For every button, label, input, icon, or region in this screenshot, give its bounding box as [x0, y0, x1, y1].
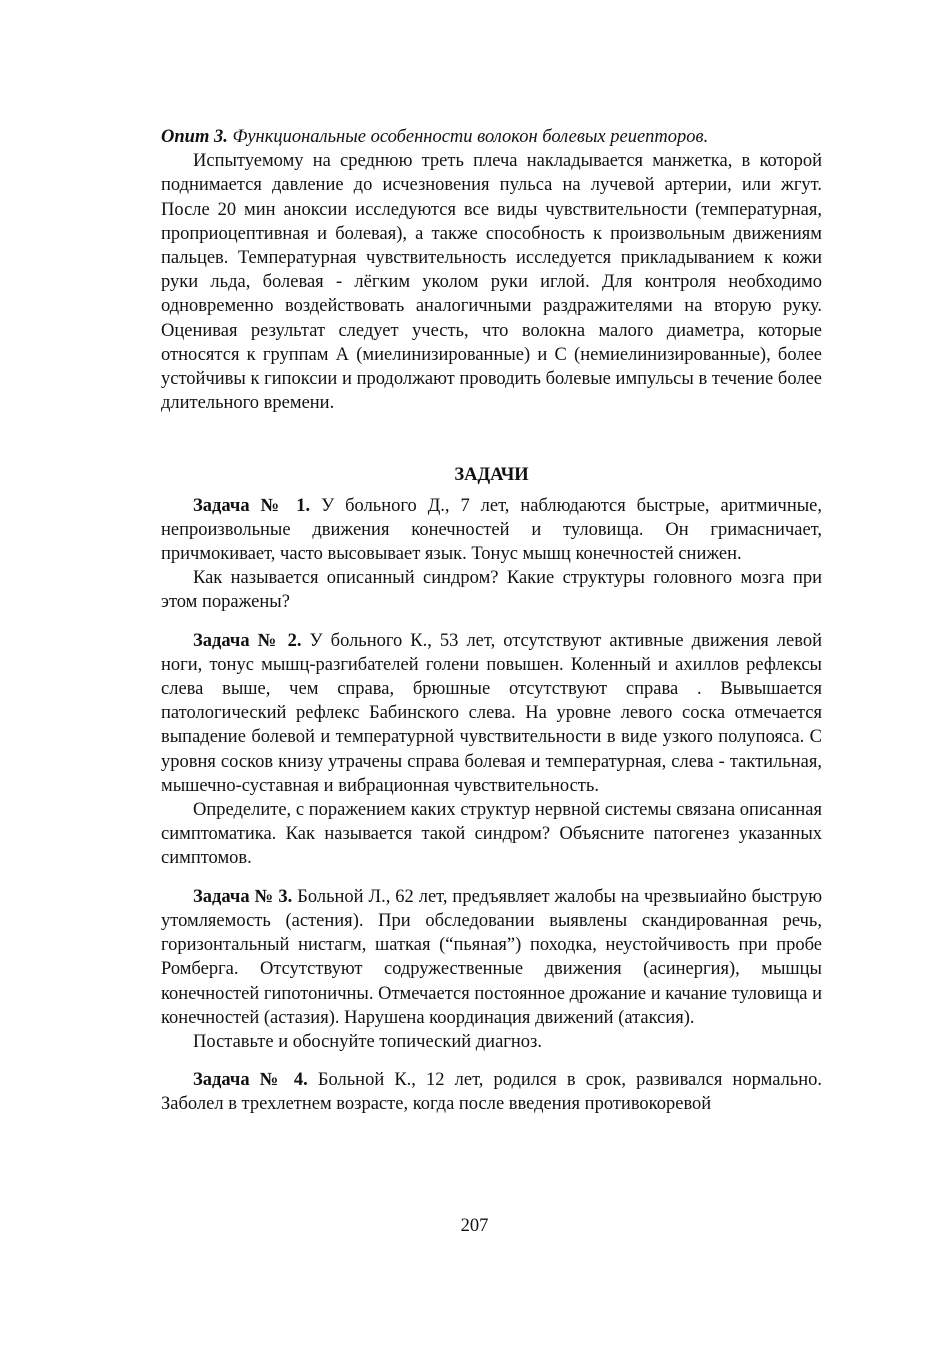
experiment-text: Испытуемому на среднюю треть плеча накладывается манжетка, в которой поднимается давление до исчезновения пульса на лучевой артерии, или жгут. После 20 мин аноксии исследуются все виды чувствительности (температурная, проприоцептивная и болевая), а также способность к произвольным движениям пальцев. Температурная чувствительность исследуется прикладыванием к кожи руки льда, болевая - лёгким уколом руки иглой. Для контроля необходимо одновременно воздействовать аналогичными раздражителями на вторую руку. Оценивая результат следует учесть, что волокна малого диаметра, которые относятся к группам А (миелинизированные) и С (немиелинизированные), более устойчивы к гипоксии и продолжают проводить болевые импульсы в течение более длительного времени. — [161, 151, 822, 414]
task-4-body: Больной К., 12 лет, родился в срок, развивался нормально. Заболел в трехлетнем возрасте, когда после введения противокоревой — [161, 1070, 823, 1115]
experiment-heading — [161, 125, 822, 149]
task-1-question: Как называется описанный синдром? Какие структуры головного мозга при этом поражены? — [161, 568, 822, 613]
page-content — [161, 125, 822, 1117]
task-4-text — [161, 1068, 822, 1116]
task-3-body: Больной Л., 62 лет, предъявляет жалобы на чрезвыиайно быструю утомляемость (астения). При обследовании выявлены скандированная речь, горизонтальный нистагм, шаткая (“пьяная”) походка, неустойчивость при пробе Ромберга. Отсутствуют содружественные движения (асинергия), мышцы конечностей гипотоничны. Отмечается постоянное дрожание и качание туловища и конечностей (астазия). Нарушена координация движений (атаксия). — [161, 886, 823, 1028]
task-2-label: Задача № 2. — [193, 630, 302, 651]
task-1-body: У больного Д., 7 лет, наблюдаются быстрые, аритмичные, непроизвольные движения конечностей и туловища. Он гримасничает, причмокивает, часто высовывает язык. Тонус мышц конечностей снижен. — [161, 495, 823, 565]
task-2 — [161, 629, 822, 871]
task-4 — [161, 1068, 822, 1116]
task-3 — [161, 885, 822, 1054]
task-3-text — [161, 885, 822, 1030]
experiment-title: Функциональные особенности волокон болевых реиепторов. — [232, 127, 709, 147]
experiment-label: Опит 3. — [161, 127, 228, 147]
task-2-body: У больного К., 53 лет, отсутствуют активные движения левой ноги, тонус мышц-разгибателей голени повышен. Коленный и ахиллов рефлексы слева выше, чем справа, брюшные отсутствуют справа . Вывышается патологический рефлекс Бабинского слева. На уровне левого соска отмечается выпадение болевой и температурной чувствительности в виде узкого полупояса. С уровня сосков книзу утрачены справа болевая и температурная, слева - тактильная, мышечно-суставная и вибрационная чувствительность. — [161, 630, 823, 796]
page-number: 207 — [460, 1216, 489, 1236]
section-title: ЗАДАЧИ — [454, 465, 529, 486]
task-1-text — [161, 494, 822, 567]
task-4-label: Задача № 4. — [193, 1070, 308, 1091]
task-1-label: Задача № 1. — [193, 495, 311, 516]
task-1 — [161, 494, 822, 615]
task-3-question: Поставьте и обоснуйте топический диагноз. — [193, 1031, 542, 1052]
task-2-text — [161, 629, 822, 798]
task-2-question: Определите, с поражением каких структур нервной системы связана описанная симптоматика. Как называется такой синдром? Объясните патогенез указанных симптомов. — [161, 800, 822, 869]
task-3-label: Задача № 3. — [193, 886, 293, 907]
